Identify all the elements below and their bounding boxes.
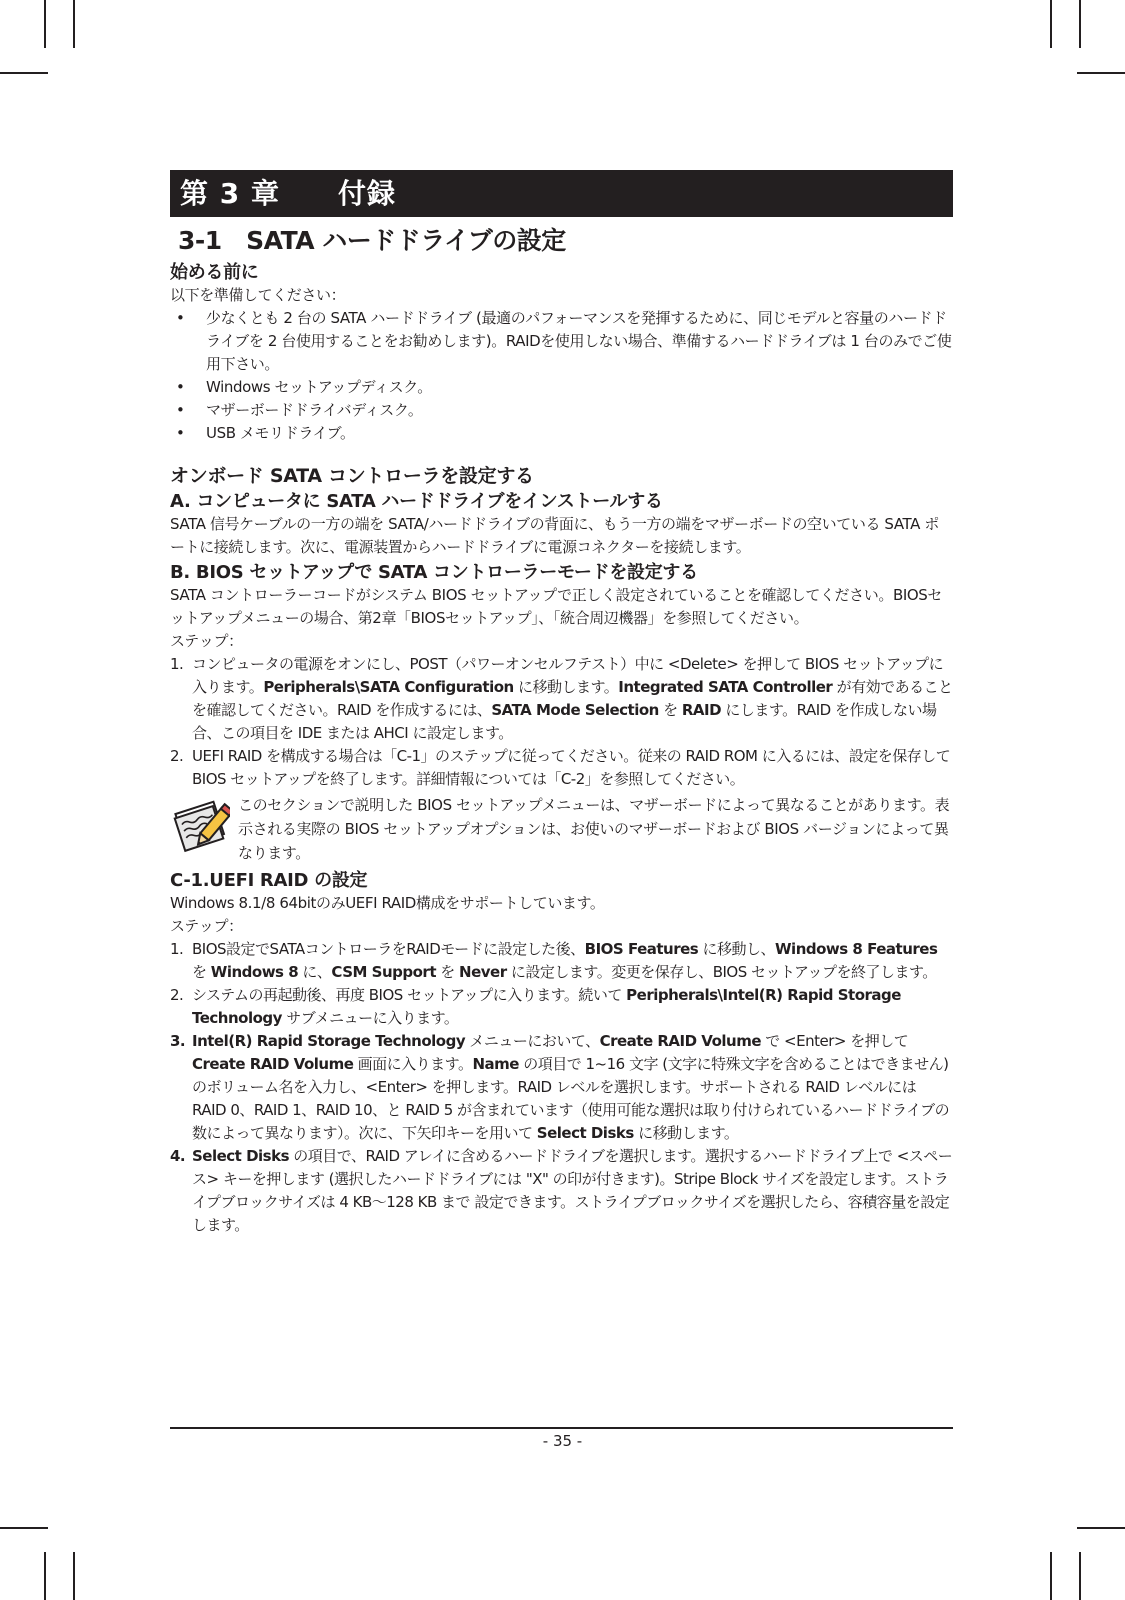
step-number: 3.: [170, 1032, 186, 1050]
crop-mark: [1050, 0, 1052, 48]
step-keyword: Windows 8 Features: [775, 940, 938, 958]
footer-rule: [170, 1427, 953, 1429]
crop-mark: [1077, 1527, 1125, 1529]
step-keyword: CSM Support: [331, 963, 436, 981]
prep-list: [170, 307, 953, 445]
crop-mark: [1050, 1552, 1052, 1600]
step-keyword: Select Disks: [536, 1124, 634, 1142]
prep-intro: 以下を準備してください：: [170, 286, 346, 304]
crop-mark: [44, 1552, 46, 1600]
steps-label: ステップ：: [170, 917, 243, 935]
list-item-text: マザーボードドライバディスク。: [206, 401, 423, 419]
step-text: に移動します。: [633, 1124, 739, 1142]
crop-mark: [73, 1552, 75, 1600]
step-text: 画面に入ります。: [353, 1055, 473, 1073]
config-steps: [170, 653, 953, 791]
prep-heading: 始める前に: [170, 262, 259, 283]
crop-mark: [0, 1527, 48, 1529]
list-item-text: Windows セットアップディスク。: [206, 378, 432, 396]
step-keyword: BIOS Features: [584, 940, 699, 958]
step-keyword: RAID: [681, 701, 722, 719]
bullet-icon: •: [176, 378, 185, 396]
step-keyword: Peripherals\Intel(R) Rapid Storage Technology: [192, 986, 901, 1027]
step-keyword: Create RAID Volume: [599, 1032, 761, 1050]
note-pencil-icon: [170, 795, 230, 855]
bullet-icon: •: [176, 424, 185, 442]
uefi-intro: Windows 8.1/8 64bitのみUEFI RAID構成をサポートしています。: [170, 894, 605, 912]
step-text: コンピュータの電源をオンにし、POST（パワーオンセルフテスト）中に <Delete> を押して BIOS セットアップに入ります。: [192, 655, 944, 696]
crop-mark: [73, 0, 75, 48]
step-keyword: Integrated SATA Controller: [618, 678, 833, 696]
step-text: を: [658, 701, 682, 719]
step-keyword: Never: [459, 963, 507, 981]
step-text: にします。RAID を作成しない場合、この項目を IDE または AHCI に設定します。: [192, 701, 937, 742]
step-keyword: Windows 8: [210, 963, 299, 981]
step-item: [170, 653, 953, 745]
list-item-text: 少なくとも 2 台の SATA ハードドライブ (最適のパフォーマンスを発揮するために、同じモデルと容量のハードドライブを 2 台使用することをお勧めします)。RAIDを使用しない場合、準備するハードドライブは 1 台のみでご使用下さい。: [206, 309, 952, 373]
step-item: [170, 1030, 953, 1145]
step-number: 2.: [170, 986, 184, 1004]
note-text: このセクションで説明した BIOS セットアップメニューは、マザーボードによって異なることがあります。表示される実際の BIOS セットアップオプションは、お使いのマザーボードおよび BIOS バージョンによって異なります。: [238, 796, 950, 862]
list-item-text: USB メモリドライブ。: [206, 424, 355, 442]
step-keyword: SATA Mode Selection: [491, 701, 659, 719]
page-content: [170, 170, 953, 1237]
crop-mark: [1079, 1552, 1081, 1600]
step-text: メニューにおいて、: [465, 1032, 600, 1050]
step-text: UEFI RAID を構成する場合は「C-1」のステップに従ってください。従来の RAID ROM に入るには、設定を保存して BIOS セットアップを終了します。詳細情報については「C-2」を参照してください。: [192, 747, 951, 788]
step-text: BIOS設定でSATAコントローラをRAIDモードに設定した後、: [192, 940, 585, 958]
step-keyword: Select Disks: [192, 1147, 290, 1165]
note-box: [170, 793, 953, 865]
list-item: [170, 307, 953, 376]
config-heading: オンボード SATA コントローラを設定する: [170, 465, 534, 487]
config-a-heading: A. コンピュータに SATA ハードドライブをインストールする: [170, 491, 663, 512]
crop-mark: [1077, 72, 1125, 74]
chapter-title: 第 3 章 付録: [170, 170, 953, 217]
step-text: に設定します。変更を保存し、BIOS セットアップを終了します。: [506, 963, 937, 981]
config-b-text: SATA コントローラーコードがシステム BIOS セットアップで正しく設定されていることを確認してください。BIOSセットアップメニューの場合、第2章「BIOSセットアップ」、「統合周辺機器」を参照してください。: [170, 586, 943, 627]
step-text: で <Enter> を押して: [761, 1032, 909, 1050]
step-text: に移動し、: [698, 940, 776, 958]
step-item: [170, 745, 953, 791]
step-keyword: Intel(R) Rapid Storage Technology: [192, 1032, 466, 1050]
config-b-heading: B. BIOS セットアップで SATA コントローラーモードを設定する: [170, 562, 698, 583]
steps-label: ステップ：: [170, 632, 243, 650]
step-text: サブメニューに入ります。: [281, 1009, 459, 1027]
step-text: に、: [298, 963, 332, 981]
page-number: - 35 -: [542, 1432, 583, 1450]
step-text: システムの再起動後、再度 BIOS セットアップに入ります。続いて: [192, 986, 627, 1004]
step-number: 4.: [170, 1147, 186, 1165]
crop-mark: [1079, 0, 1081, 48]
step-item: [170, 1145, 953, 1237]
step-text: に移動します。: [513, 678, 619, 696]
step-text: を: [192, 963, 211, 981]
list-item: [170, 399, 953, 422]
uefi-steps: [170, 938, 953, 1237]
list-item: [170, 422, 953, 445]
step-keyword: Peripherals\SATA Configuration: [263, 678, 514, 696]
step-keyword: Name: [472, 1055, 519, 1073]
step-text: を: [436, 963, 460, 981]
step-text: の項目で 1~16 文字 (文字に特殊文字を含めることはできません) のボリューム名を入力し、<Enter> を押します。RAID レベルを選択します。サポートされる RAID レベルには RAID 0、RAID 1、RAID 10、と RAID 5 が含まれています（使用可能な選択は取り付けられているハードドライブの数によって異なります）。次に、下矢印キーを用いて: [192, 1055, 950, 1142]
bullet-icon: •: [176, 401, 185, 419]
crop-mark: [0, 72, 48, 74]
list-item: [170, 376, 953, 399]
step-number: 1.: [170, 940, 184, 958]
step-number: 1.: [170, 655, 184, 673]
bullet-icon: •: [176, 309, 185, 327]
crop-mark: [44, 0, 46, 48]
uefi-heading: C-1.UEFI RAID の設定: [170, 870, 368, 891]
section-title: 3-1 SATA ハードドライブの設定: [178, 226, 566, 255]
step-text: が有効であることを確認してください。RAID を作成するには、: [192, 678, 953, 719]
step-keyword: Create RAID Volume: [192, 1055, 354, 1073]
config-a-text: SATA 信号ケーブルの一方の端を SATA/ハードドライブの背面に、もう一方の端をマザーボードの空いている SATA ポートに接続します。次に、電源装置からハードドライブに電源コネクターを接続します。: [170, 515, 939, 556]
step-text: の項目で、RAID アレイに含めるハードドライブを選択します。選択するハードドライブ上で <スペース> キーを押します (選択したハードドライブには "X" の印が付きます)。Stripe Block サイズを設定します。ストライプブロックサイズは 4 KB～128 KB まで 設定できます。ストライプブロックサイズを選択したら、容積容量を設定します。: [192, 1147, 953, 1234]
step-item: [170, 984, 953, 1030]
step-number: 2.: [170, 747, 184, 765]
step-item: [170, 938, 953, 984]
